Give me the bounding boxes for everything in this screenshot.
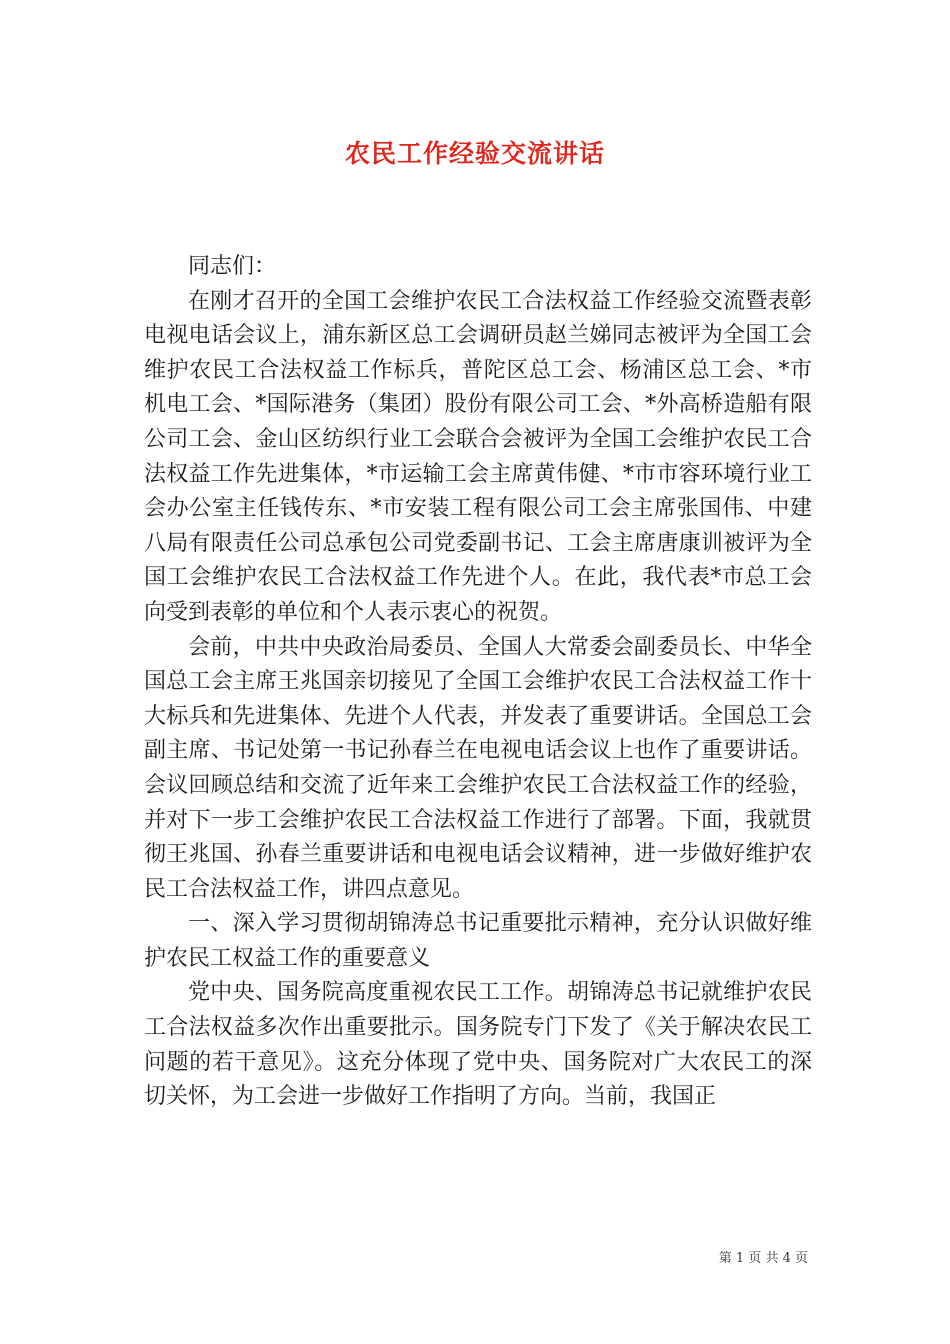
salutation-paragraph: 同志们： bbox=[188, 254, 277, 279]
section-heading: 一、深入学习贯彻胡锦涛总书记重要批示精神，充分认识做好维护农民工权益工作的重要意义 bbox=[144, 911, 812, 971]
body-paragraph: 党中央、国务院高度重视农民工工作。胡锦涛总书记就维护农民工合法权益多次作出重要批示。国务院专门下发了《关于解决农民工问题的若干意见》。这充分体现了党中央、国务院对广大农民工的深切关怀，为工会进一步做好工作指明了方向。当前，我国正 bbox=[144, 980, 812, 1110]
body-paragraph: 会前，中共中央政治局委员、全国人大常委会副委员长、中华全国总工会主席王兆国亲切接见了全国工会维护农民工合法权益工作十大标兵和先进集体、先进个人代表，并发表了重要讲话。全国总工会副主席、书记处第一书记孙春兰在电视电话会议上也作了重要讲话。会议回顾总结和交流了近年来工会维护农民工合法权益工作的经验，并对下一步工会维护农民工合法权益工作进行了部署。下面，我就贯彻王兆国、孙春兰重要讲话和电视电话会议精神，进一步做好维护农民工合法权益工作，讲四点意见。 bbox=[144, 634, 812, 902]
document-title: 农民工作经验交流讲话 bbox=[344, 139, 605, 168]
page-number-footer: 第 1 页 共 4 页 bbox=[718, 1251, 808, 1266]
document-body bbox=[144, 250, 812, 1115]
body-paragraph: 在刚才召开的全国工会维护农民工合法权益工作经验交流暨表彰电视电话会议上，浦东新区总工会调研员赵兰娣同志被评为全国工会维护农民工合法权益工作标兵，普陀区总工会、杨浦区总工会、*市机电工会、*国际港务（集团）股份有限公司工会、*外高桥造船有限公司工会、金山区纺织行业工会联合会被评为全国工会维护农民工合法权益工作先进集体，*市运输工会主席黄伟健、*市市容环境行业工会办公室主任钱传东、*市安装工程有限公司工会主席张国伟、中建八局有限责任公司总承包公司党委副书记、工会主席唐康训被评为全国工会维护农民工合法权益工作先进个人。在此，我代表*市总工会向受到表彰的单位和个人表示衷心的祝贺。 bbox=[144, 288, 812, 625]
